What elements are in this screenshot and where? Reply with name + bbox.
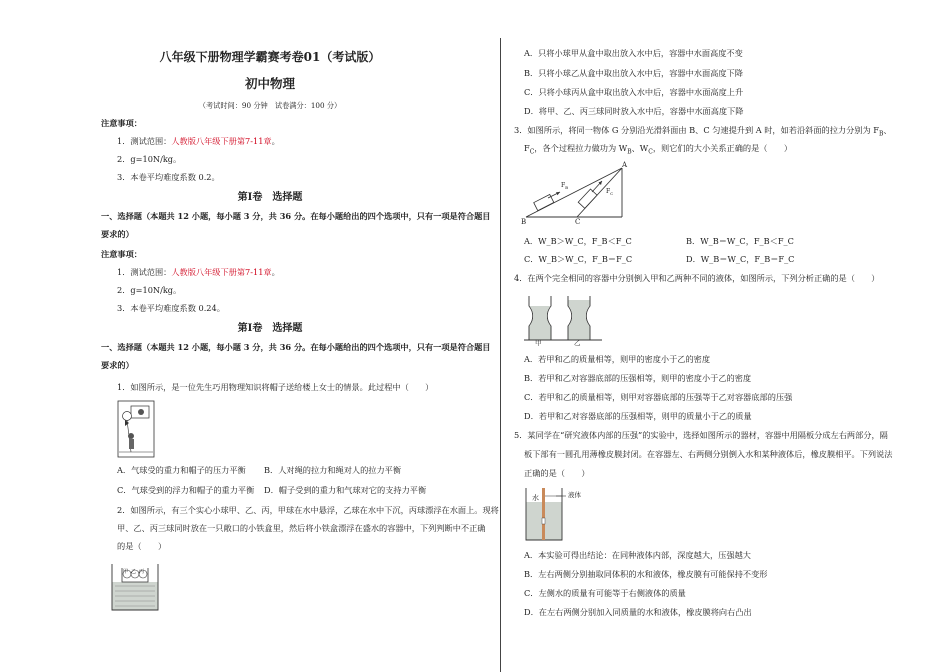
notes-item-3: 3．本卷平均难度系数 0.24。 <box>117 303 225 313</box>
section-instructions: 一、选择题（本题共 12 小题，每小题 3 分，共 36 分。在每小题给出的四个选项中，只有一项是符合题目 <box>101 342 491 352</box>
question-2-stem-line-2: 甲、乙、丙三球同时放在一只敞口的小铁盒里，然后将小铁盒漂浮在盛水的容器中，下列判断中不正确 <box>117 523 486 533</box>
question-4-figure <box>524 290 602 346</box>
column-divider <box>500 38 501 672</box>
question-1-option-d: D．帽子受到的重力和气球对它的支持力平衡 <box>264 485 427 495</box>
section-instructions-2: 要求的） <box>101 229 134 239</box>
question-3-stem-line-2: $F_C$，各个过程拉力做功为 $W_B$、$W_C$，则它们的大小关系正确的是（ ） <box>524 143 793 156</box>
notes-item-2: 2．g=10N/kg。 <box>117 154 182 164</box>
question-5-stem-line-3: 正确的是（ ） <box>524 468 590 478</box>
question-3-option-d: D．W_B＝W_C，F_B＝F_C <box>686 254 795 264</box>
question-2-option-a: A．只将小球甲从盒中取出放入水中后，容器中水面高度不变 <box>524 48 743 58</box>
question-3-stem-line-1: 3．如图所示，将同一物体 G 分别沿光滑斜面由 B、C 匀速提升到 A 时，如若沿斜面的拉力分别为 $F_B$、 <box>514 125 892 138</box>
question-1-stem: 1．如图所示，是一位先生巧用物理知识将帽子送给楼上女士的情景。此过程中（ ） <box>117 382 434 392</box>
notes-item-2: 2．g=10N/kg。 <box>117 285 182 295</box>
question-2-figure <box>110 560 160 612</box>
question-1-option-b: B．人对绳的拉力和绳对人的拉力平衡 <box>264 465 402 475</box>
question-4-option-d: D．若甲和乙对容器底部的压强相等，则甲的质量小于乙的质量 <box>524 411 752 421</box>
section-instructions: 一、选择题（本题共 12 小题，每小题 3 分，共 36 分。在每小题给出的四个选项中，只有一项是符合题目 <box>101 211 491 221</box>
question-1-figure <box>117 400 155 458</box>
figure-label-liquid: 液体 <box>568 491 581 499</box>
question-5-option-d: D．在左右两侧分别加入同质量的水和液体，橡皮膜将向右凸出 <box>524 607 752 617</box>
question-2-stem-line-3: 的是（ ） <box>117 541 167 551</box>
test-range: 人教版八年级下册第7-11章 <box>171 267 272 277</box>
notes-heading: 注意事项： <box>101 249 142 259</box>
question-5-option-a: A．本实验可得出结论：在同种液体内部，深度越大，压强越大 <box>524 550 751 560</box>
question-4-option-b: B．若甲和乙对容器底部的压强相等，则甲的密度小于乙的密度 <box>524 373 752 383</box>
figure-label-c: C <box>575 218 581 226</box>
figure-label-water: 水 <box>532 494 539 502</box>
question-2-option-c: C．只将小球丙从盒中取出放入水中后，容器中水面高度上升 <box>524 87 744 97</box>
question-3-option-b: B．W_B＝W_C，F_B＜F_C <box>686 236 794 246</box>
question-1-option-c: C．气球受到的浮力和帽子的重力平衡 <box>117 485 255 495</box>
page-title: 八年级下册物理学霸赛考卷01（考试版） <box>159 50 381 64</box>
section-title: 第Ⅰ卷 选择题 <box>237 323 303 334</box>
section-title: 第Ⅰ卷 选择题 <box>237 192 303 203</box>
right-column <box>502 0 950 672</box>
figure-label-jia: 甲 <box>535 339 542 347</box>
question-3-option-c: C．W_B＞W_C，F_B＝F_C <box>524 254 633 264</box>
question-1-option-a: A．气球受的重力和帽子的压力平衡 <box>117 465 246 475</box>
figure-label-b: B <box>521 218 527 226</box>
page-subtitle: 初中物理 <box>244 76 295 91</box>
figure-label-fc: $F_C$ <box>606 188 614 197</box>
question-4-stem: 4．在两个完全相同的容器中分别倒入甲和乙两种不同的液体，如图所示，下列分析正确的是（ ） <box>514 273 880 283</box>
question-5-stem-line-2: 板下部有一圆孔用薄橡皮膜封闭。在容器左、右两侧分别倒入水和某种液体后，橡皮膜相平。下列说法 <box>524 449 893 459</box>
question-5-option-c: C．左侧水的质量有可能等于右侧液体的质量 <box>524 588 686 598</box>
ball-label-bing: 丙 <box>139 569 145 575</box>
figure-label-fb: $F_B$ <box>561 182 569 191</box>
notes-heading: 注意事项： <box>101 118 142 128</box>
figure-label-a: A <box>622 161 628 169</box>
question-2-option-d: D．将甲、乙、丙三球同时放入水中后，容器中水面高度下降 <box>524 106 744 116</box>
question-4-option-a: A．若甲和乙的质量相等，则甲的密度小于乙的密度 <box>524 354 711 364</box>
question-3-figure <box>522 160 652 230</box>
question-2-stem-line-1: 2．如图所示，有三个实心小球甲、乙、丙，甲球在水中悬浮，乙球在水中下沉，丙球漂浮在水面上。现将 <box>117 505 499 515</box>
question-5-stem-line-1: 5．某同学在“研究液体内部的压强”的实验中，选择如图所示的器材，容器中用隔板分成左右两部分，隔 <box>514 430 888 440</box>
section-instructions-2: 要求的） <box>101 360 134 370</box>
test-range: 人教版八年级下册第7-11章 <box>171 136 272 146</box>
question-5-option-b: B．左右两侧分别抽取同体积的水和液体，橡皮膜有可能保持不变形 <box>524 569 768 579</box>
question-4-option-c: C．若甲和乙的质量相等，则甲对容器底部的压强等于乙对容器底部的压强 <box>524 392 793 402</box>
ball-label-yi: 乙 <box>131 569 137 575</box>
ball-label-jia: 甲 <box>123 569 129 575</box>
question-2-option-b: B．只将小球乙从盒中取出放入水中后，容器中水面高度下降 <box>524 68 743 78</box>
figure-label-yi: 乙 <box>574 339 581 347</box>
exam-info: （考试时间：90 分钟 试卷满分：100 分） <box>198 101 342 110</box>
notes-item-1: 1．测试范围：人教版八年级下册第7-11章。 <box>117 267 280 277</box>
notes-item-3: 3．本卷平均难度系数 0.2。 <box>117 172 220 182</box>
question-3-option-a: A．W_B＞W_C，F_B＜F_C <box>524 236 632 246</box>
notes-item-1: 1．测试范围：人教版八年级下册第7-11章。 <box>117 136 280 146</box>
